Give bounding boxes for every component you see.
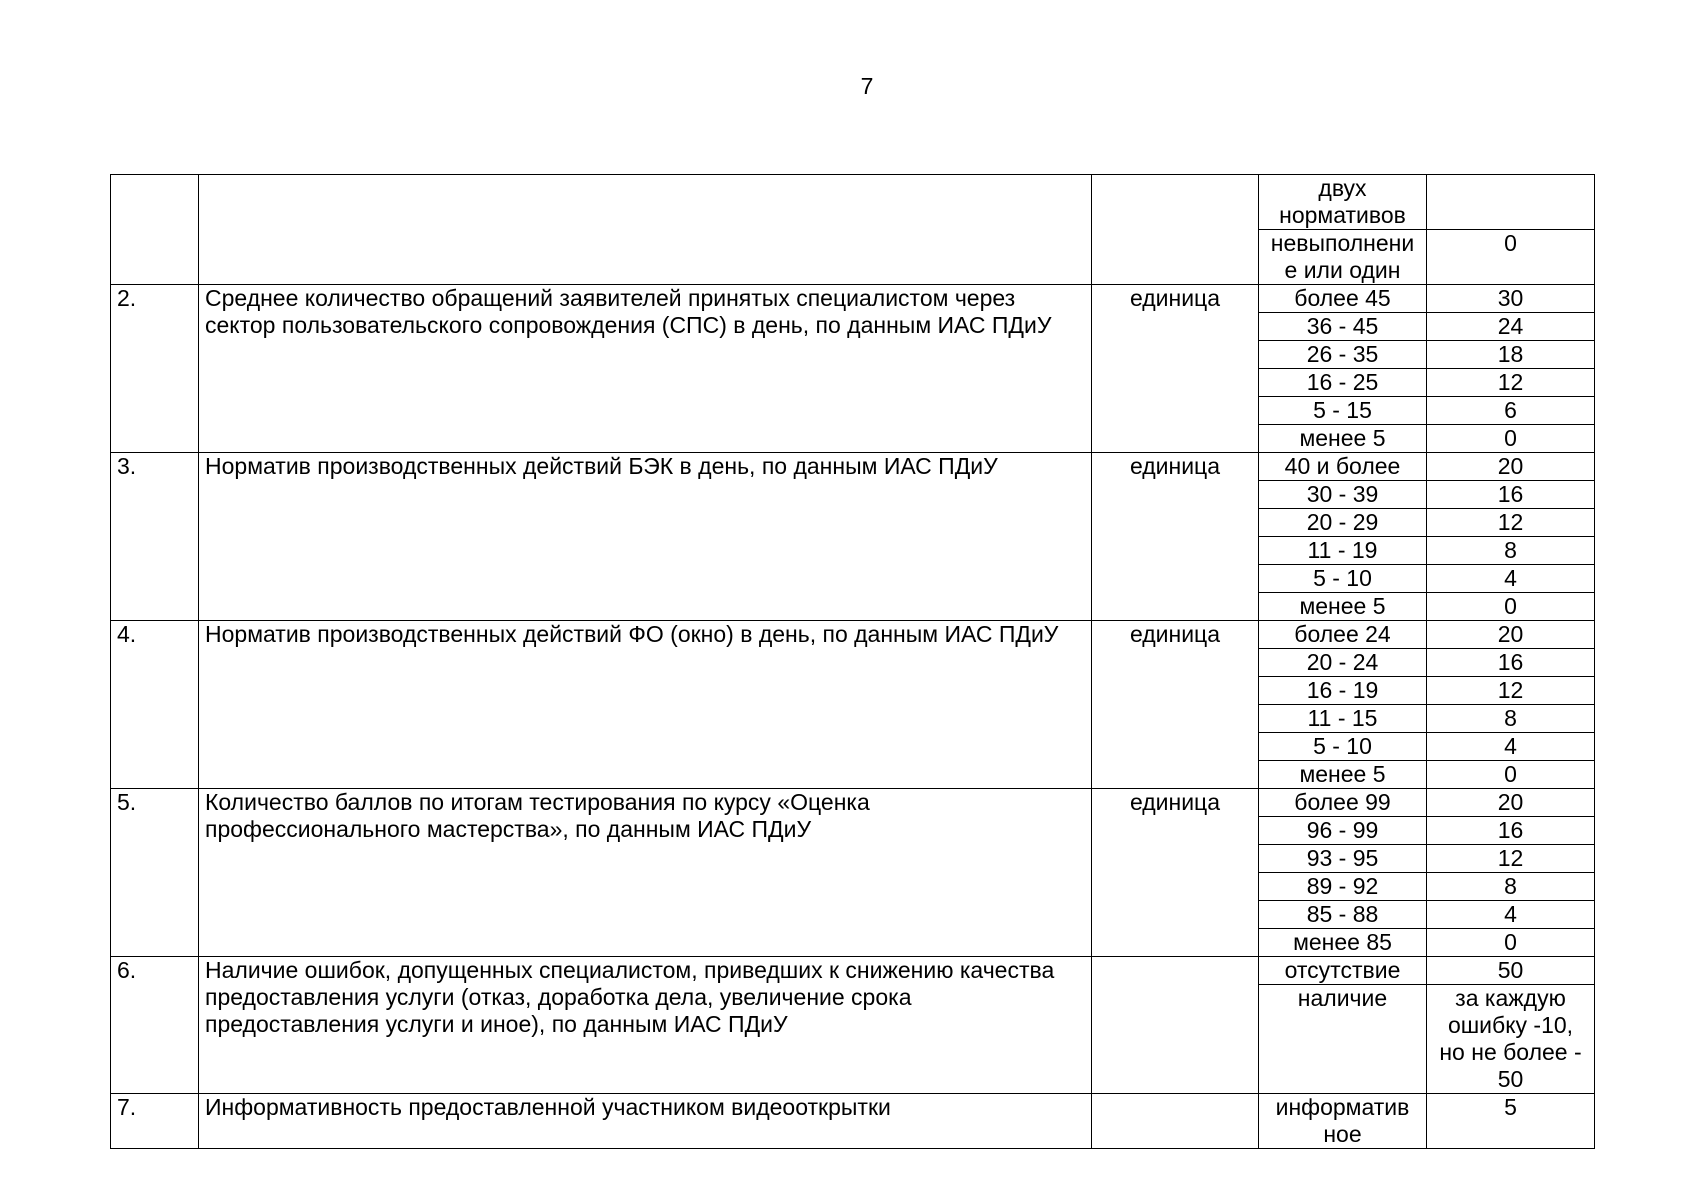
score-cell: 4 [1427,901,1595,929]
range-cell: информатив ное [1259,1094,1427,1149]
range-cell: 16 - 19 [1259,677,1427,705]
table-row [111,453,1595,481]
score-cell: 0 [1427,425,1595,453]
score-cell: 30 [1427,285,1595,313]
table-row [111,175,1595,230]
range-cell: более 45 [1259,285,1427,313]
score-cell: 20 [1427,621,1595,649]
range-cell: более 99 [1259,789,1427,817]
score-cell: 20 [1427,789,1595,817]
score-cell: 12 [1427,845,1595,873]
criterion-unit: единица [1092,453,1259,621]
score-cell: 4 [1427,733,1595,761]
range-cell: 5 - 10 [1259,733,1427,761]
table-row [111,957,1595,985]
criterion-number: 6. [111,957,199,1094]
criterion-number: 5. [111,789,199,957]
score-cell: 5 [1427,1094,1595,1149]
criterion-description: Норматив производственных действий ФО (окно) в день, по данным ИАС ПДиУ [199,621,1092,789]
score-cell [1427,175,1595,230]
criterion-description: Наличие ошибок, допущенных специалистом, приведших к снижению качества предоставления услуги (отказ, доработка дела, увеличение срока предоставления услуги и иное), по данным ИАС ПДиУ [199,957,1092,1094]
page-number: 7 [860,73,874,99]
score-cell: 6 [1427,397,1595,425]
table-row [111,285,1595,313]
range-cell: 16 - 25 [1259,369,1427,397]
score-cell: 18 [1427,341,1595,369]
score-cell: 16 [1427,481,1595,509]
criterion-description: Норматив производственных действий БЭК в день, по данным ИАС ПДиУ [199,453,1092,621]
range-cell: 5 - 10 [1259,565,1427,593]
range-cell: 5 - 15 [1259,397,1427,425]
range-cell: менее 5 [1259,425,1427,453]
range-cell: 20 - 29 [1259,509,1427,537]
score-cell: 12 [1427,509,1595,537]
criterion-unit: единица [1092,789,1259,957]
score-cell: 50 [1427,957,1595,985]
score-cell: 8 [1427,705,1595,733]
range-cell: 30 - 39 [1259,481,1427,509]
score-cell: 12 [1427,369,1595,397]
criterion-description: Количество баллов по итогам тестирования по курсу «Оценка профессионального мастерства», по данным ИАС ПДиУ [199,789,1092,957]
table-row [111,1094,1595,1149]
score-cell: 16 [1427,649,1595,677]
range-cell: двух нормативов [1259,175,1427,230]
score-cell: 12 [1427,677,1595,705]
score-cell: 0 [1427,230,1595,285]
score-cell: 4 [1427,565,1595,593]
criterion-unit [1092,1094,1259,1149]
range-cell: 93 - 95 [1259,845,1427,873]
criterion-description: Среднее количество обращений заявителей принятых специалистом через сектор пользовательского сопровождения (СПС) в день, по данным ИАС ПДиУ [199,285,1092,453]
range-cell: невыполнени е или один [1259,230,1427,285]
criteria-table [110,174,1595,1149]
score-cell: 0 [1427,929,1595,957]
range-cell: менее 5 [1259,761,1427,789]
score-cell: 0 [1427,761,1595,789]
range-cell: 20 - 24 [1259,649,1427,677]
range-cell: более 24 [1259,621,1427,649]
table-row [111,789,1595,817]
range-cell: 96 - 99 [1259,817,1427,845]
row-number-cell [111,175,199,285]
score-cell: 8 [1427,873,1595,901]
row-description-cell [199,175,1092,285]
range-cell: отсутствие [1259,957,1427,985]
score-cell: 20 [1427,453,1595,481]
criterion-number: 7. [111,1094,199,1149]
criterion-description: Информативность предоставленной участником видеооткрытки [199,1094,1092,1149]
row-unit-cell [1092,175,1259,285]
criterion-unit: единица [1092,285,1259,453]
range-cell: 36 - 45 [1259,313,1427,341]
range-cell: 11 - 19 [1259,537,1427,565]
score-cell: 24 [1427,313,1595,341]
criterion-number: 3. [111,453,199,621]
criterion-number: 4. [111,621,199,789]
range-cell: менее 5 [1259,593,1427,621]
score-cell: 8 [1427,537,1595,565]
score-cell: 0 [1427,593,1595,621]
range-cell: 89 - 92 [1259,873,1427,901]
score-cell: 16 [1427,817,1595,845]
range-cell: 85 - 88 [1259,901,1427,929]
range-cell: менее 85 [1259,929,1427,957]
range-cell: 26 - 35 [1259,341,1427,369]
criterion-unit [1092,957,1259,1094]
range-cell: 40 и более [1259,453,1427,481]
score-cell: за каждую ошибку -10, но не более - 50 [1427,985,1595,1094]
table-row [111,621,1595,649]
criterion-number: 2. [111,285,199,453]
range-cell: 11 - 15 [1259,705,1427,733]
criterion-unit: единица [1092,621,1259,789]
range-cell: наличие [1259,985,1427,1094]
